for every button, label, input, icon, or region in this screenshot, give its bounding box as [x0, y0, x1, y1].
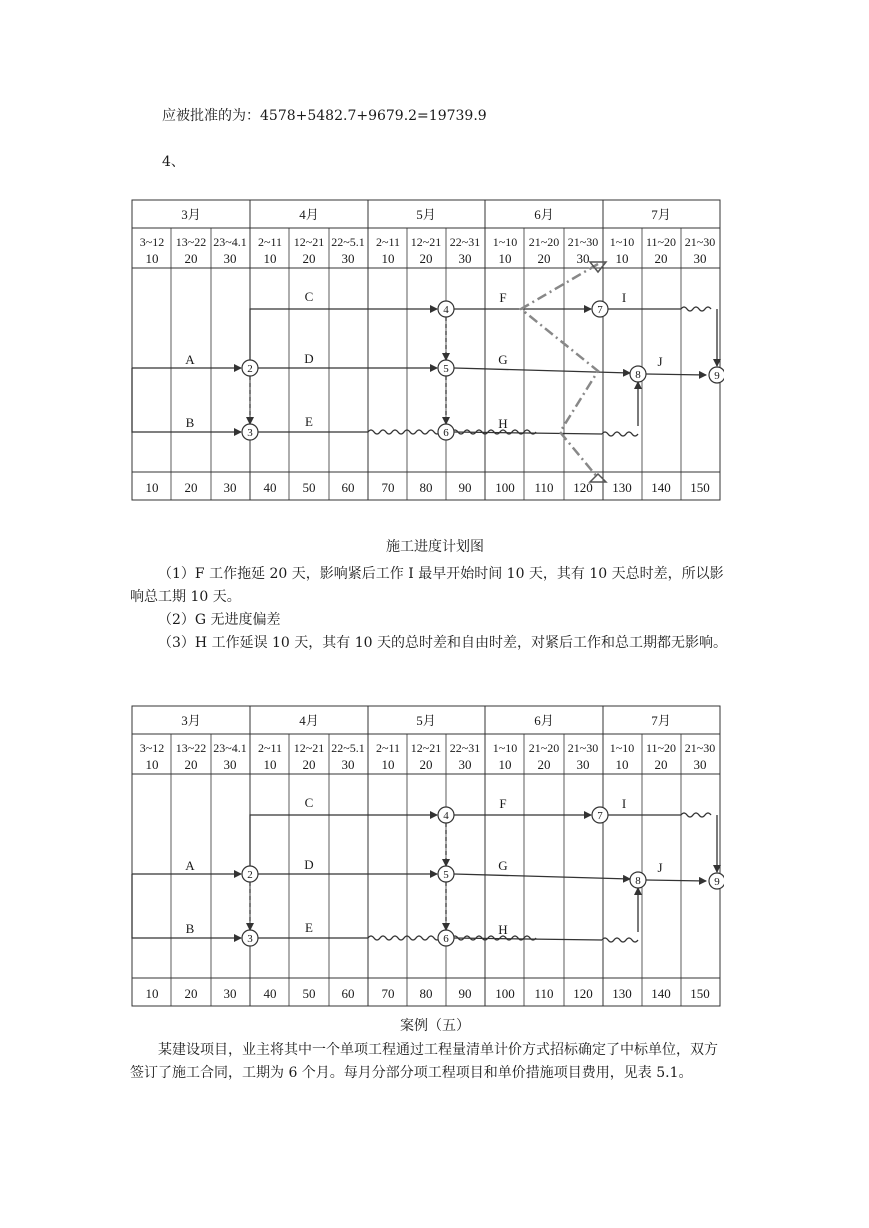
day-label-bottom: 70	[381, 986, 395, 1001]
activity-label: J	[657, 860, 663, 875]
period-label: 21~20	[528, 741, 560, 755]
item-number: 4、	[162, 154, 185, 170]
period-label: 21~20	[528, 235, 560, 249]
activity-label: F	[499, 290, 507, 305]
day-label-bottom: 50	[302, 480, 316, 495]
activity-label: D	[304, 857, 314, 872]
day-label-top: 30	[458, 757, 472, 772]
day-label-top: 10	[498, 757, 512, 772]
day-label-bottom: 100	[495, 986, 515, 1001]
activity-label: G	[498, 858, 508, 873]
period-label: 23~4.1	[213, 741, 247, 755]
analysis-item-2-text: （2）G 无进度偏差	[158, 612, 281, 628]
day-label-bottom: 150	[690, 480, 710, 495]
day-label-top: 30	[576, 251, 590, 266]
day-label-top: 30	[341, 251, 355, 266]
day-label-bottom: 80	[419, 986, 433, 1001]
activity-label: H	[498, 416, 508, 431]
day-label-bottom: 140	[651, 986, 671, 1001]
progress-chart-1	[128, 196, 724, 506]
day-label-bottom: 110	[534, 986, 554, 1001]
month-label: 4月	[299, 713, 319, 728]
day-label-top: 20	[654, 757, 668, 772]
day-label-top: 30	[223, 251, 237, 266]
activity-label: B	[185, 415, 195, 430]
case-heading: 案例（五）	[400, 1018, 470, 1034]
day-label-top: 10	[615, 251, 629, 266]
day-label-top: 30	[458, 251, 472, 266]
analysis-item-1-text: （1）F 工作拖延 20 天，影响紧后工作 I 最早开始时间 10 天，其有 10 天总时差，所以影响总工期 10 天。	[130, 566, 724, 605]
node-label: 9	[714, 876, 720, 888]
node-label: 4	[443, 304, 449, 316]
period-label: 21~30	[567, 235, 599, 249]
activity-label: H	[498, 922, 508, 937]
period-label: 12~21	[293, 235, 325, 249]
activity-label: B	[185, 921, 195, 936]
activity-label: F	[499, 796, 507, 811]
node-label: 3	[247, 933, 253, 945]
month-label: 5月	[416, 713, 436, 728]
approved-amount-line: 应被批准的为：4578+5482.7+9679.2=19739.9	[162, 108, 487, 124]
day-label-top: 10	[263, 757, 277, 772]
node-label: 8	[635, 875, 641, 887]
node-label: 7	[597, 304, 603, 316]
activity-label: C	[304, 289, 314, 304]
day-label-bottom: 30	[223, 986, 237, 1001]
period-label: 13~22	[175, 235, 207, 249]
month-label: 4月	[299, 207, 319, 222]
day-label-top: 10	[145, 757, 159, 772]
analysis-item-2	[130, 609, 730, 632]
day-label-bottom: 120	[573, 986, 593, 1001]
node-label: 3	[247, 427, 253, 439]
day-label-bottom: 40	[263, 480, 277, 495]
month-label: 5月	[416, 207, 436, 222]
day-label-bottom: 10	[145, 480, 159, 495]
day-label-top: 30	[576, 757, 590, 772]
period-label: 22~5.1	[331, 235, 365, 249]
period-label: 23~4.1	[213, 235, 247, 249]
node-label: 9	[714, 370, 720, 382]
activity-label: C	[304, 795, 314, 810]
day-label-top: 10	[498, 251, 512, 266]
day-label-top: 10	[615, 757, 629, 772]
day-label-top: 30	[693, 251, 707, 266]
progress-chart-2	[128, 702, 724, 1012]
period-label: 21~30	[567, 741, 599, 755]
activity-label: E	[305, 920, 313, 935]
node-label: 4	[443, 810, 449, 822]
month-label: 3月	[181, 207, 201, 222]
period-label: 13~22	[175, 741, 207, 755]
node-label: 5	[443, 363, 449, 375]
activity-label: I	[621, 290, 627, 305]
month-label: 3月	[181, 713, 201, 728]
activity-label: J	[657, 354, 663, 369]
day-label-top: 30	[341, 757, 355, 772]
period-label: 21~30	[684, 235, 716, 249]
period-label: 1~10	[492, 741, 518, 755]
period-label: 22~31	[449, 741, 481, 755]
node-label: 8	[635, 369, 641, 381]
period-label: 3~12	[139, 741, 165, 755]
day-label-top: 10	[381, 251, 395, 266]
day-label-top: 30	[223, 757, 237, 772]
period-label: 1~10	[492, 235, 518, 249]
day-label-top: 20	[302, 757, 316, 772]
day-label-bottom: 140	[651, 480, 671, 495]
period-label: 22~31	[449, 235, 481, 249]
node-label: 5	[443, 869, 449, 881]
analysis-item-1	[130, 563, 730, 609]
period-label: 21~30	[684, 741, 716, 755]
period-label: 2~11	[257, 741, 283, 755]
activity-label: A	[185, 352, 195, 367]
period-label: 1~10	[609, 741, 635, 755]
day-label-bottom: 70	[381, 480, 395, 495]
activity-label: G	[498, 352, 508, 367]
node-label: 2	[247, 363, 253, 375]
case-paragraph-text: 某建设项目，业主将其中一个单项工程通过工程量清单计价方式招标确定了中标单位，双方签订了施工合同，工期为 6 个月。每月分部分项工程项目和单价措施项目费用，见表 5.1。	[130, 1042, 718, 1081]
day-label-bottom: 50	[302, 986, 316, 1001]
day-label-top: 20	[419, 757, 433, 772]
day-label-bottom: 150	[690, 986, 710, 1001]
period-label: 2~11	[375, 235, 401, 249]
day-label-bottom: 90	[458, 986, 472, 1001]
activity-label: A	[185, 858, 195, 873]
node-label: 6	[443, 933, 449, 945]
period-label: 11~20	[645, 741, 677, 755]
day-label-bottom: 80	[419, 480, 433, 495]
day-label-top: 30	[693, 757, 707, 772]
chart-1-caption: 施工进度计划图	[386, 539, 484, 555]
day-label-bottom: 30	[223, 480, 237, 495]
day-label-bottom: 60	[341, 480, 355, 495]
period-label: 1~10	[609, 235, 635, 249]
month-label: 7月	[651, 713, 671, 728]
day-label-bottom: 20	[184, 986, 198, 1001]
day-label-bottom: 130	[612, 986, 632, 1001]
period-label: 12~21	[410, 235, 442, 249]
month-label: 6月	[534, 713, 554, 728]
day-label-bottom: 90	[458, 480, 472, 495]
period-label: 12~21	[410, 741, 442, 755]
day-label-bottom: 110	[534, 480, 554, 495]
activity-label: E	[305, 414, 313, 429]
day-label-top: 20	[537, 251, 551, 266]
day-label-bottom: 130	[612, 480, 632, 495]
day-label-top: 20	[184, 757, 198, 772]
analysis-item-3-text: （3）H 工作延误 10 天，其有 10 天的总时差和自由时差，对紧后工作和总工期都无影响。	[158, 635, 727, 651]
day-label-top: 10	[263, 251, 277, 266]
node-label: 2	[247, 869, 253, 881]
day-label-bottom: 60	[341, 986, 355, 1001]
day-label-top: 20	[654, 251, 668, 266]
period-label: 22~5.1	[331, 741, 365, 755]
month-label: 6月	[534, 207, 554, 222]
day-label-top: 20	[419, 251, 433, 266]
period-label: 11~20	[645, 235, 677, 249]
day-label-bottom: 40	[263, 986, 277, 1001]
period-label: 2~11	[375, 741, 401, 755]
day-label-bottom: 10	[145, 986, 159, 1001]
day-label-top: 10	[145, 251, 159, 266]
analysis-item-3	[130, 632, 730, 655]
day-label-top: 10	[381, 757, 395, 772]
node-label: 7	[597, 810, 603, 822]
node-label: 6	[443, 427, 449, 439]
period-label: 3~12	[139, 235, 165, 249]
day-label-bottom: 100	[495, 480, 515, 495]
day-label-top: 20	[302, 251, 316, 266]
case-paragraph	[130, 1039, 730, 1085]
day-label-bottom: 20	[184, 480, 198, 495]
period-label: 2~11	[257, 235, 283, 249]
day-label-bottom: 120	[573, 480, 593, 495]
period-label: 12~21	[293, 741, 325, 755]
activity-label: I	[621, 796, 627, 811]
month-label: 7月	[651, 207, 671, 222]
day-label-top: 20	[184, 251, 198, 266]
activity-label: D	[304, 351, 314, 366]
day-label-top: 20	[537, 757, 551, 772]
